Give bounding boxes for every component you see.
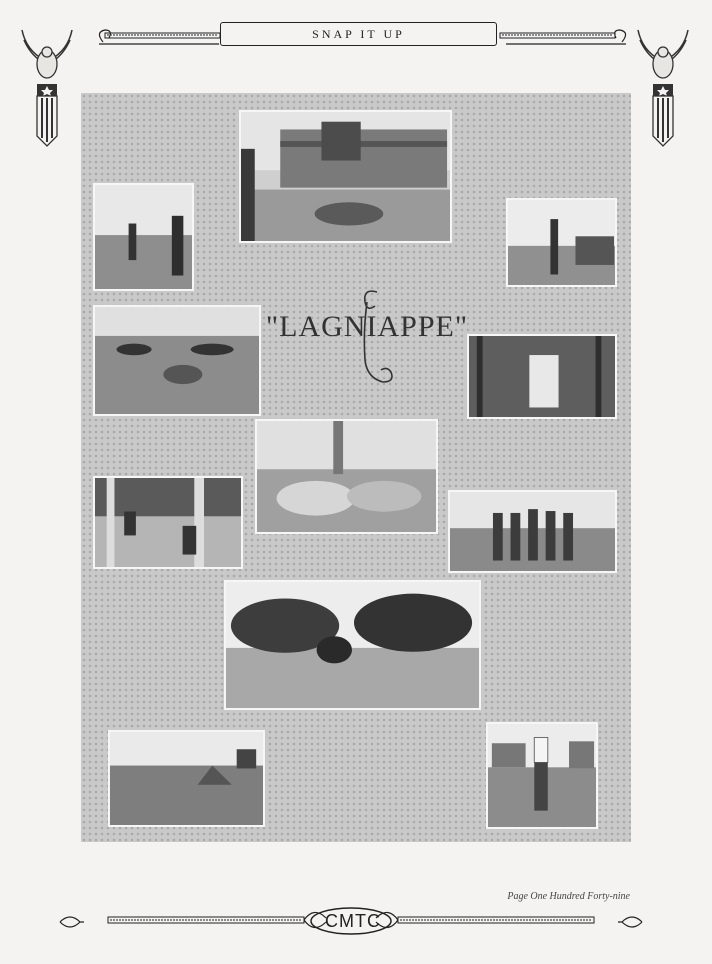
- photo-parade-ground: [224, 580, 481, 710]
- photo-athlete-standing: [486, 722, 598, 829]
- page-number: Page One Hundred Forty-nine: [507, 891, 630, 902]
- photo-barracks-machine-gun: [239, 110, 452, 243]
- photo-bayonet-drill: [93, 183, 194, 291]
- photo-soldiers-on-steps: [93, 476, 243, 569]
- eagle-emblem-icon: [632, 22, 694, 147]
- eagle-emblem-icon: [16, 22, 78, 147]
- photo-group-portrait: [448, 490, 617, 573]
- photo-shelter-tents: [108, 730, 265, 827]
- photo-barracks-interior: [467, 334, 617, 419]
- cmtc-logo: CMTC: [325, 911, 381, 931]
- photo-field-exercise: [93, 305, 261, 416]
- collage-caption: "LAGNIAPPE": [265, 310, 469, 343]
- photo-troop-column: [506, 198, 617, 287]
- page-title: SNAP IT UP: [220, 22, 497, 46]
- photo-camp-tents: [255, 419, 438, 534]
